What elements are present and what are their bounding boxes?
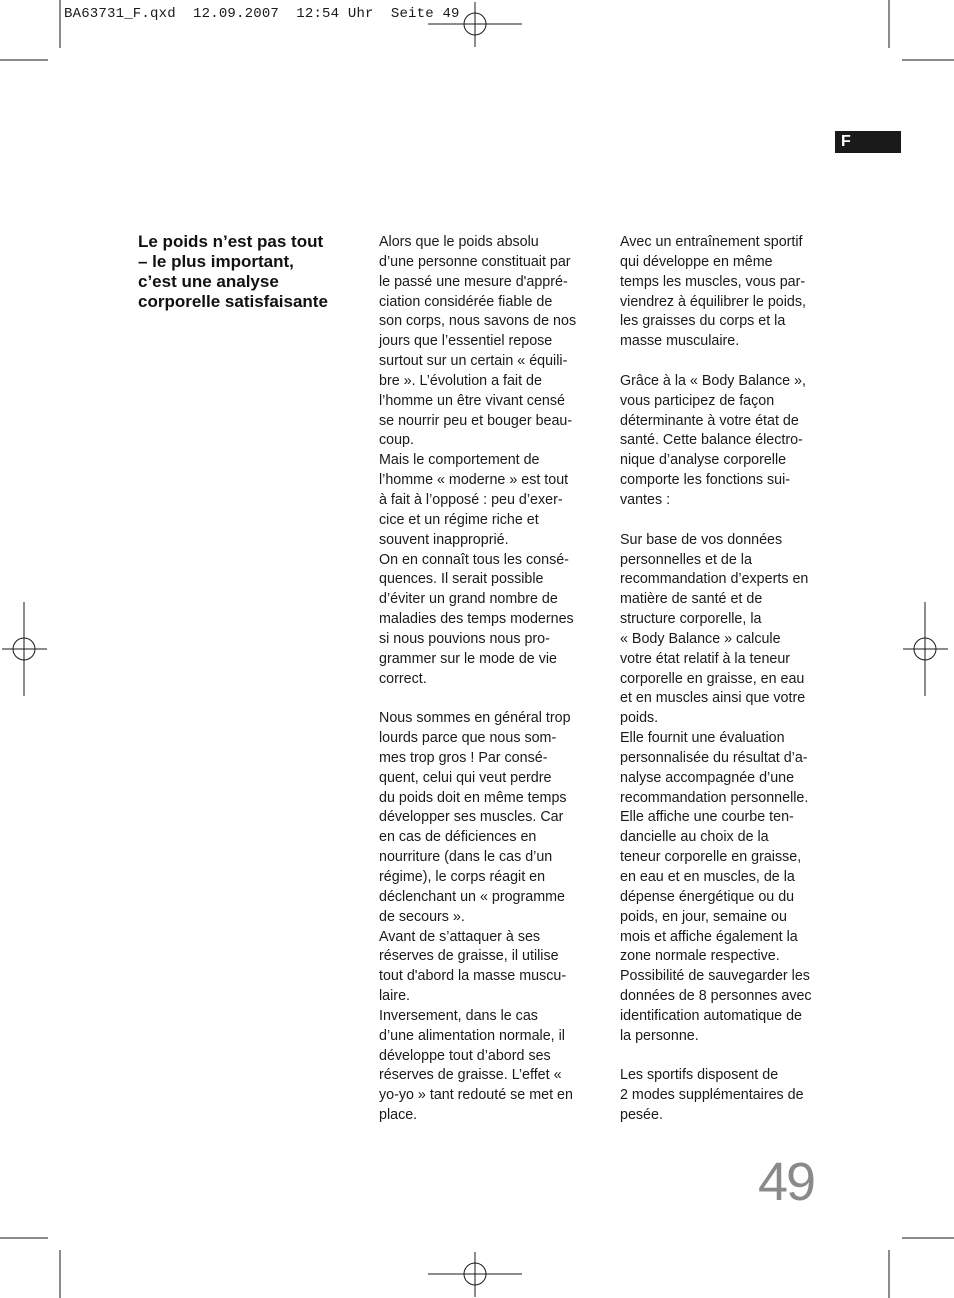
text-line: viendrez à équilibrer le poids, — [620, 293, 806, 310]
text-line: Mais le comportement de — [379, 452, 540, 469]
text-line: d’éviter un grand nombre de — [379, 591, 558, 608]
text-line: nalyse accompagnée d’une — [620, 769, 795, 786]
heading-line: c’est une analyse — [138, 272, 279, 291]
text-line: en cas de déficiences en — [379, 829, 537, 846]
text-line: structure corporelle, la — [620, 611, 762, 628]
heading-line: Le poids n’est pas tout — [138, 232, 324, 251]
text-line: le passé une mesure d'appré- — [379, 273, 568, 290]
text-line: Inversement, dans le cas — [379, 1007, 538, 1024]
heading-line: corporelle satisfaisante — [138, 292, 328, 311]
text-line: Sur base de vos données — [620, 531, 783, 548]
text-line: Les sportifs disposent de — [620, 1067, 779, 1084]
text-line: déterminante à votre état de — [620, 412, 799, 429]
text-line: réserves de graisse. L’effet « — [379, 1067, 562, 1084]
text-line: réserves de graisse, il utilise — [379, 948, 559, 965]
text-line: vous participez de façon — [620, 392, 775, 409]
text-line: temps les muscles, vous par- — [620, 273, 806, 290]
text-line: Elle affiche une courbe ten- — [620, 809, 794, 826]
text-line: laire. — [379, 988, 410, 1005]
text-line: vantes : — [620, 491, 671, 508]
text-line: masse musculaire. — [620, 333, 740, 350]
text-line: nique d’analyse corporelle — [620, 452, 787, 469]
text-line: la personne. — [620, 1027, 699, 1044]
text-line: correct. — [379, 670, 427, 687]
print-slug: BA63731_F.qxd 12.09.2007 12:54 Uhr Seite 49 — [64, 6, 460, 22]
body-column-right — [620, 233, 835, 1126]
paragraph-gap — [620, 352, 835, 372]
text-line: du poids doit en même temps — [379, 789, 567, 806]
text-line: mois et affiche également la — [620, 928, 798, 945]
text-line: se nourrir peu et bouger beau- — [379, 412, 573, 429]
text-line: d’une alimentation normale, il — [379, 1027, 565, 1044]
text-line: jours que l’essentiel repose — [379, 333, 553, 350]
text-line: données de 8 personnes avec — [620, 988, 812, 1005]
text-line: personnalisée du résultat d’a- — [620, 749, 808, 766]
text-line: dépense énergétique ou du — [620, 888, 795, 905]
page-number: 49 — [758, 1152, 815, 1212]
text-line: corporelle en graisse, en eau — [620, 670, 805, 687]
paragraph-gap — [379, 689, 599, 709]
text-line: Nous sommes en général trop — [379, 710, 571, 727]
paragraph-gap — [620, 1047, 835, 1067]
text-line: ciation considérée fiable de — [379, 293, 553, 310]
text-line: qui développe en même — [620, 253, 773, 270]
text-line: Grâce à la « Body Balance », — [620, 372, 806, 389]
text-line: maladies des temps modernes — [379, 611, 574, 628]
text-line: l’homme « moderne » est tout — [379, 472, 569, 489]
text-line: santé. Cette balance électro- — [620, 432, 803, 449]
text-line: quences. Il serait possible — [379, 571, 544, 588]
text-line: place. — [379, 1107, 418, 1124]
text-line: son corps, nous savons de nos — [379, 313, 577, 330]
text-line: identification automatique de — [620, 1007, 803, 1024]
text-line: matière de santé et de — [620, 591, 763, 608]
text-line: si nous pouvions nous pro- — [379, 630, 550, 647]
text-line: yo-yo » tant redouté se met en — [379, 1087, 573, 1104]
text-line: lourds parce que nous som- — [379, 730, 557, 747]
text-line: « Body Balance » calcule — [620, 630, 781, 647]
text-line: Alors que le poids absolu — [379, 234, 539, 250]
text-line: poids, en jour, semaine ou — [620, 908, 787, 925]
text-line: 2 modes supplémentaires de — [620, 1087, 804, 1104]
text-line: votre état relatif à la teneur — [620, 650, 791, 667]
text-line: grammer sur le mode de vie — [379, 650, 557, 667]
text-line: Elle fournit une évaluation — [620, 730, 785, 747]
text-line: l’homme un être vivant censé — [379, 392, 565, 409]
section-heading — [138, 232, 370, 312]
text-line: dancielle au choix de la — [620, 829, 769, 846]
text-line: tout d'abord la masse muscu- — [379, 968, 567, 985]
text-line: surtout sur un certain « équili- — [379, 353, 568, 370]
heading-line: – le plus important, — [138, 252, 294, 271]
text-line: Avec un entraînement sportif — [620, 234, 803, 250]
text-line: zone normale respective. — [620, 948, 780, 965]
text-line: On en connaît tous les consé- — [379, 551, 569, 568]
text-line: en eau et en muscles, de la — [620, 869, 795, 885]
text-line: développe tout d’abord ses — [379, 1047, 551, 1064]
text-line: régime), le corps réagit en — [379, 869, 546, 885]
text-line: bre ». L’évolution a fait de — [379, 372, 542, 389]
body-column-middle — [379, 233, 599, 1126]
text-line: quent, celui qui veut perdre — [379, 769, 552, 786]
text-line: coup. — [379, 432, 414, 449]
text-line: teneur corporelle en graisse, — [620, 849, 802, 866]
language-tab — [835, 131, 901, 153]
text-line: et en muscles ainsi que votre — [620, 690, 806, 707]
text-line: pesée. — [620, 1107, 663, 1124]
text-line: cice et un régime riche et — [379, 511, 539, 528]
paragraph-gap — [620, 511, 835, 531]
text-line: d’une personne constituait par — [379, 253, 571, 270]
text-line: comporte les fonctions sui- — [620, 472, 791, 489]
language-tab-label: F — [841, 133, 851, 150]
text-line: à fait à l’opposé : peu d’exer- — [379, 491, 563, 508]
text-line: poids. — [620, 710, 659, 727]
text-line: nourriture (dans le cas d’un — [379, 849, 553, 866]
text-line: recommandation d’experts en — [620, 571, 809, 588]
text-line: recommandation personnelle. — [620, 789, 809, 806]
text-line: les graisses du corps et la — [620, 313, 786, 330]
text-line: développer ses muscles. Car — [379, 809, 564, 826]
text-line: souvent inapproprié. — [379, 531, 509, 548]
text-line: personnelles et de la — [620, 551, 752, 568]
text-line: Avant de s’attaquer à ses — [379, 928, 541, 945]
text-line: Possibilité de sauvegarder les — [620, 968, 810, 985]
text-line: de secours ». — [379, 908, 465, 925]
text-line: déclenchant un « programme — [379, 888, 565, 905]
text-line: mes trop gros ! Par consé- — [379, 749, 548, 766]
